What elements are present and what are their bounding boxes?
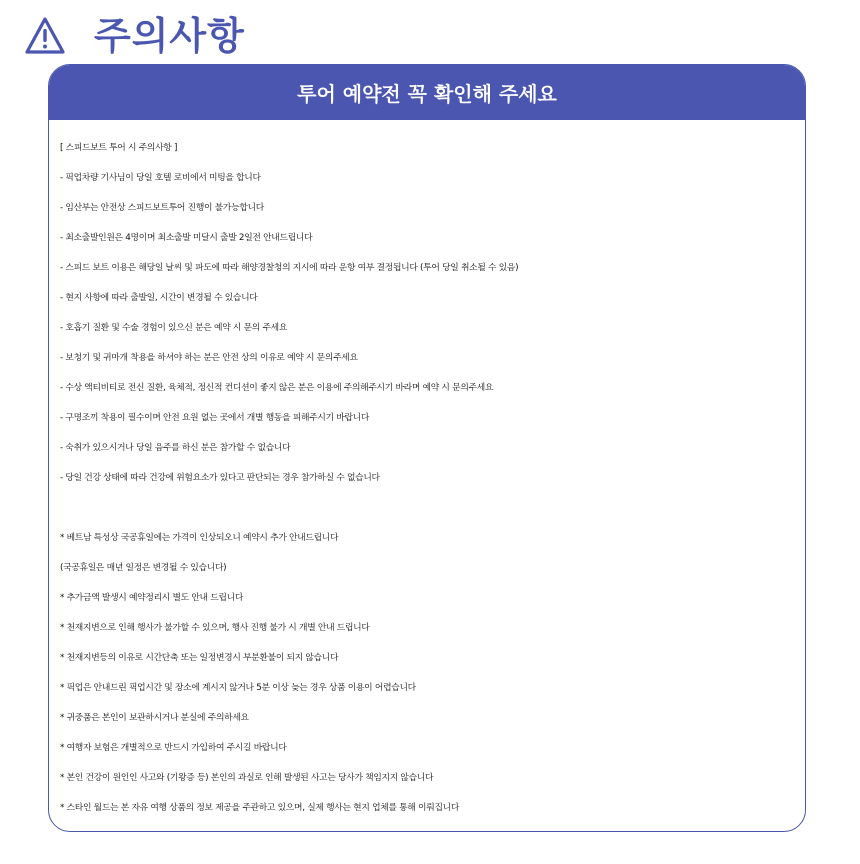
boat-note-item: - 임산부는 안전상 스피드보트투어 진행이 불가능합니다 [60, 203, 264, 213]
general-note-item: * 귀중품은 본인이 보관하시거나 분실에 주의하세요 [60, 713, 249, 723]
general-note-item: * 추가금액 발생시 예약정리시 별도 안내 드립니다 [60, 593, 244, 603]
section-title: [ 스피드보트 투어 시 주의사항 ] [60, 143, 178, 153]
notice-card [48, 64, 806, 832]
boat-note-item: - 최소출발인원은 4명이며 최소출발 미달시 출발 2일전 안내드립니다 [60, 233, 313, 243]
general-note-item: * 픽업은 안내드린 픽업시간 및 장소에 계시지 않거나 5분 이상 늦는 경우 상품 이용이 어렵습니다 [60, 683, 416, 693]
boat-note-item: - 픽업차량 기사님이 당일 호텔 로비에서 미팅을 합니다 [60, 173, 261, 183]
boat-note-item: - 현지 사항에 따라 출발일, 시간이 변경될 수 있습니다 [60, 293, 258, 303]
notice-card-body [49, 120, 805, 823]
general-note-item: * 천재지변등의 이유로 시간단축 또는 일정변경시 부분환불이 되지 않습니다 [60, 653, 339, 663]
warning-triangle-icon [24, 16, 66, 56]
boat-note-item: - 구명조끼 착용이 필수이며 안전 요원 없는 곳에서 개별 행동을 피해주시기 바랍니다 [60, 413, 370, 423]
general-note-item: * 천재지변으로 인해 행사가 불가할 수 있으며, 행사 진행 불가 시 개별 안내 드립니다 [60, 623, 370, 633]
boat-note-item: - 스피드 보트 이용은 해당일 날씨 및 파도에 따라 해양경찰청의 지시에 따라 운항 여부 결정됩니다 (투어 당일 취소될 수 있음) [60, 263, 519, 273]
page-title: 주의사항 [94, 14, 245, 58]
general-note-item: * 스타인 월드는 본 자유 여행 상품의 정보 제공을 주관하고 있으며, 실제 행사는 현지 업체를 통해 이뤄집니다 [60, 803, 460, 813]
boat-note-item: - 보청기 및 귀마개 착용을 하셔야 하는 분은 안전 상의 이유로 예약 시 문의주세요 [60, 353, 358, 363]
boat-note-item: - 호흡기 질환 및 수술 경험이 있으신 분은 예약 시 문의 주세요 [60, 323, 288, 333]
section-spacer [60, 493, 805, 523]
general-note-item: * 베트남 특성상 국공휴일에는 가격이 인상되오니 예약시 추가 안내드립니다 [60, 533, 339, 543]
general-notes-list [60, 523, 805, 823]
page-header [24, 8, 245, 64]
boat-note-item: - 수상 액티비티로 전신 질환, 육체적, 정신적 컨디션이 좋지 않은 분은 이용에 주의해주시기 바라며 예약 시 문의주세요 [60, 383, 494, 393]
boat-note-item: - 당일 건강 상태에 따라 건강에 위험요소가 있다고 판단되는 경우 참가하실 수 없습니다 [60, 473, 380, 483]
boat-note-item: - 숙취가 있으시거나 당일 음주를 하신 분은 참가할 수 없습니다 [60, 443, 291, 453]
general-note-item: * 여행자 보험은 개별적으로 반드시 가입하여 주시길 바랍니다 [60, 743, 287, 753]
general-note-item: (국공휴일은 매년 일정은 변경될 수 있습니다) [60, 563, 227, 573]
notice-card-heading: 투어 예약전 꼭 확인해 주세요 [49, 65, 805, 120]
boat-notes-list [60, 163, 805, 493]
general-note-item: * 본인 건강이 원인인 사고와 (기왕증 등) 본인의 과실로 인해 발생된 사고는 당사가 책임지지 않습니다 [60, 773, 434, 783]
